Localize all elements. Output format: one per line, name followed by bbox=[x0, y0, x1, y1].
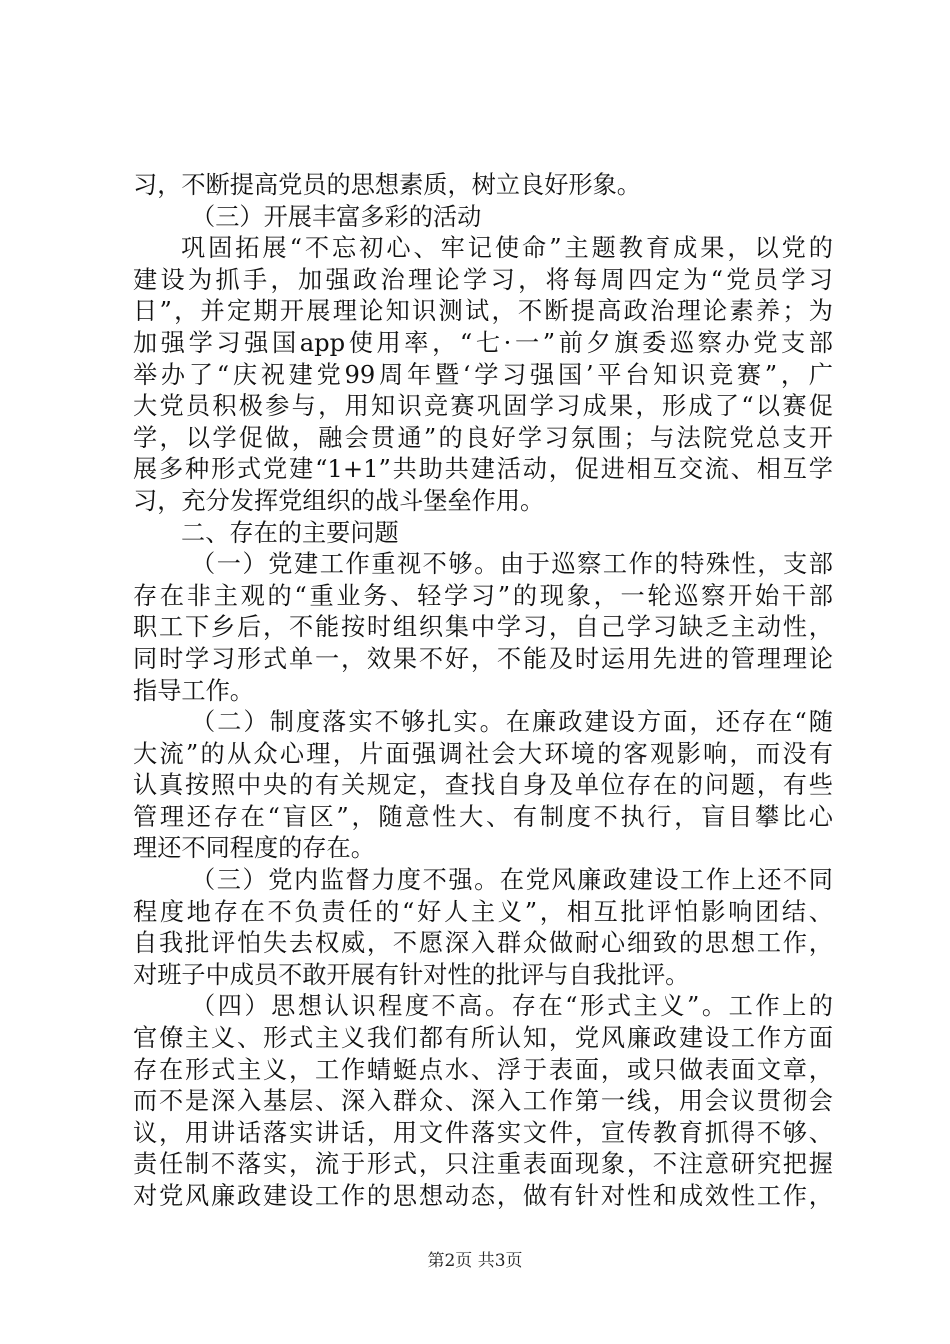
page-number-footer: 第2页 共3页 bbox=[427, 1251, 523, 1271]
text-line: 加强学习强国app使用率，“七·一”前夕旗委巡察办党支部 bbox=[133, 328, 833, 357]
text-line: 日”，并定期开展理论知识测试，不断提高政治理论素养；为 bbox=[133, 297, 833, 326]
text-line: 习，不断提高党员的思想素质，树立良好形象。 bbox=[133, 171, 641, 199]
text-line: 大党员积极参与，用知识竞赛巩固学习成果，形成了“以赛促 bbox=[133, 392, 833, 421]
text-line: 认真按照中央的有关规定，查找自身及单位存在的问题，有些 bbox=[133, 771, 833, 800]
text-line: 习，充分发挥党组织的战斗堡垒作用。 bbox=[133, 486, 545, 515]
text-line: （四）思想认识程度不高。存在“形式主义”。工作上的 bbox=[191, 992, 833, 1021]
text-line: 程度地存在不负责任的“好人主义”，相互批评怕影响团结、 bbox=[133, 897, 833, 926]
text-line: 学，以学促做，融会贯通”的良好学习氛围；与法院党总支开 bbox=[133, 423, 833, 452]
text-line: 建设为抓手，加强政治理论学习，将每周四定为“党员学习 bbox=[133, 265, 833, 294]
text-line: 议，用讲话落实讲话，用文件落实文件，宣传教育抓得不够、 bbox=[133, 1118, 833, 1147]
section-heading: （三）开展丰富多彩的活动 bbox=[191, 202, 482, 231]
text-line: （二）制度落实不够扎实。在廉政建设方面，还存在“随 bbox=[191, 708, 833, 737]
text-line: 责任制不落实，流于形式，只注重表面现象，不注意研究把握 bbox=[133, 1150, 833, 1179]
text-line: 存在形式主义，工作蜻蜓点水、浮于表面，或只做表面文章， bbox=[133, 1055, 833, 1084]
text-line: 管理还存在“盲区”，随意性大、有制度不执行，盲目攀比心 bbox=[133, 802, 833, 831]
text-line: （三）党内监督力度不强。在党风廉政建设工作上还不同 bbox=[191, 866, 833, 895]
text-line: 大流”的从众心理，片面强调社会大环境的客观影响，而没有 bbox=[133, 739, 833, 768]
text-line: 存在非主观的“重业务、轻学习”的现象，一轮巡察开始干部 bbox=[133, 581, 833, 610]
text-line: （一）党建工作重视不够。由于巡察工作的特殊性，支部 bbox=[191, 550, 833, 579]
text-line: 巩固拓展“不忘初心、牢记使命”主题教育成果，以党的 bbox=[181, 234, 833, 263]
document-body bbox=[133, 170, 833, 1213]
text-line: 官僚主义、形式主义我们都有所认知，党风廉政建设工作方面 bbox=[133, 1024, 833, 1053]
text-line: 而不是深入基层、深入群众、深入工作第一线，用会议贯彻会 bbox=[133, 1087, 833, 1116]
text-line: 对班子中成员不敢开展有针对性的批评与自我批评。 bbox=[133, 960, 690, 989]
text-line: 同时学习形式单一，效果不好，不能及时运用先进的管理理论 bbox=[133, 644, 833, 673]
text-line: 举办了“庆祝建党99周年暨‘学习强国’平台知识竞赛”，广 bbox=[133, 360, 833, 389]
text-line: 展多种形式党建“1+1”共助共建活动，促进相互交流、相互学 bbox=[133, 455, 833, 484]
text-line: 指导工作。 bbox=[133, 676, 254, 705]
text-line: 自我批评怕失去权威，不愿深入群众做耐心细致的思想工作， bbox=[133, 929, 833, 958]
text-line: 对党风廉政建设工作的思想动态，做有针对性和成效性工作， bbox=[133, 1182, 833, 1210]
text-line: 职工下乡后，不能按时组织集中学习，自己学习缺乏主动性， bbox=[133, 613, 833, 642]
text-line: 理还不同程度的存在。 bbox=[133, 834, 375, 863]
section-heading: 二、存在的主要问题 bbox=[181, 518, 399, 547]
